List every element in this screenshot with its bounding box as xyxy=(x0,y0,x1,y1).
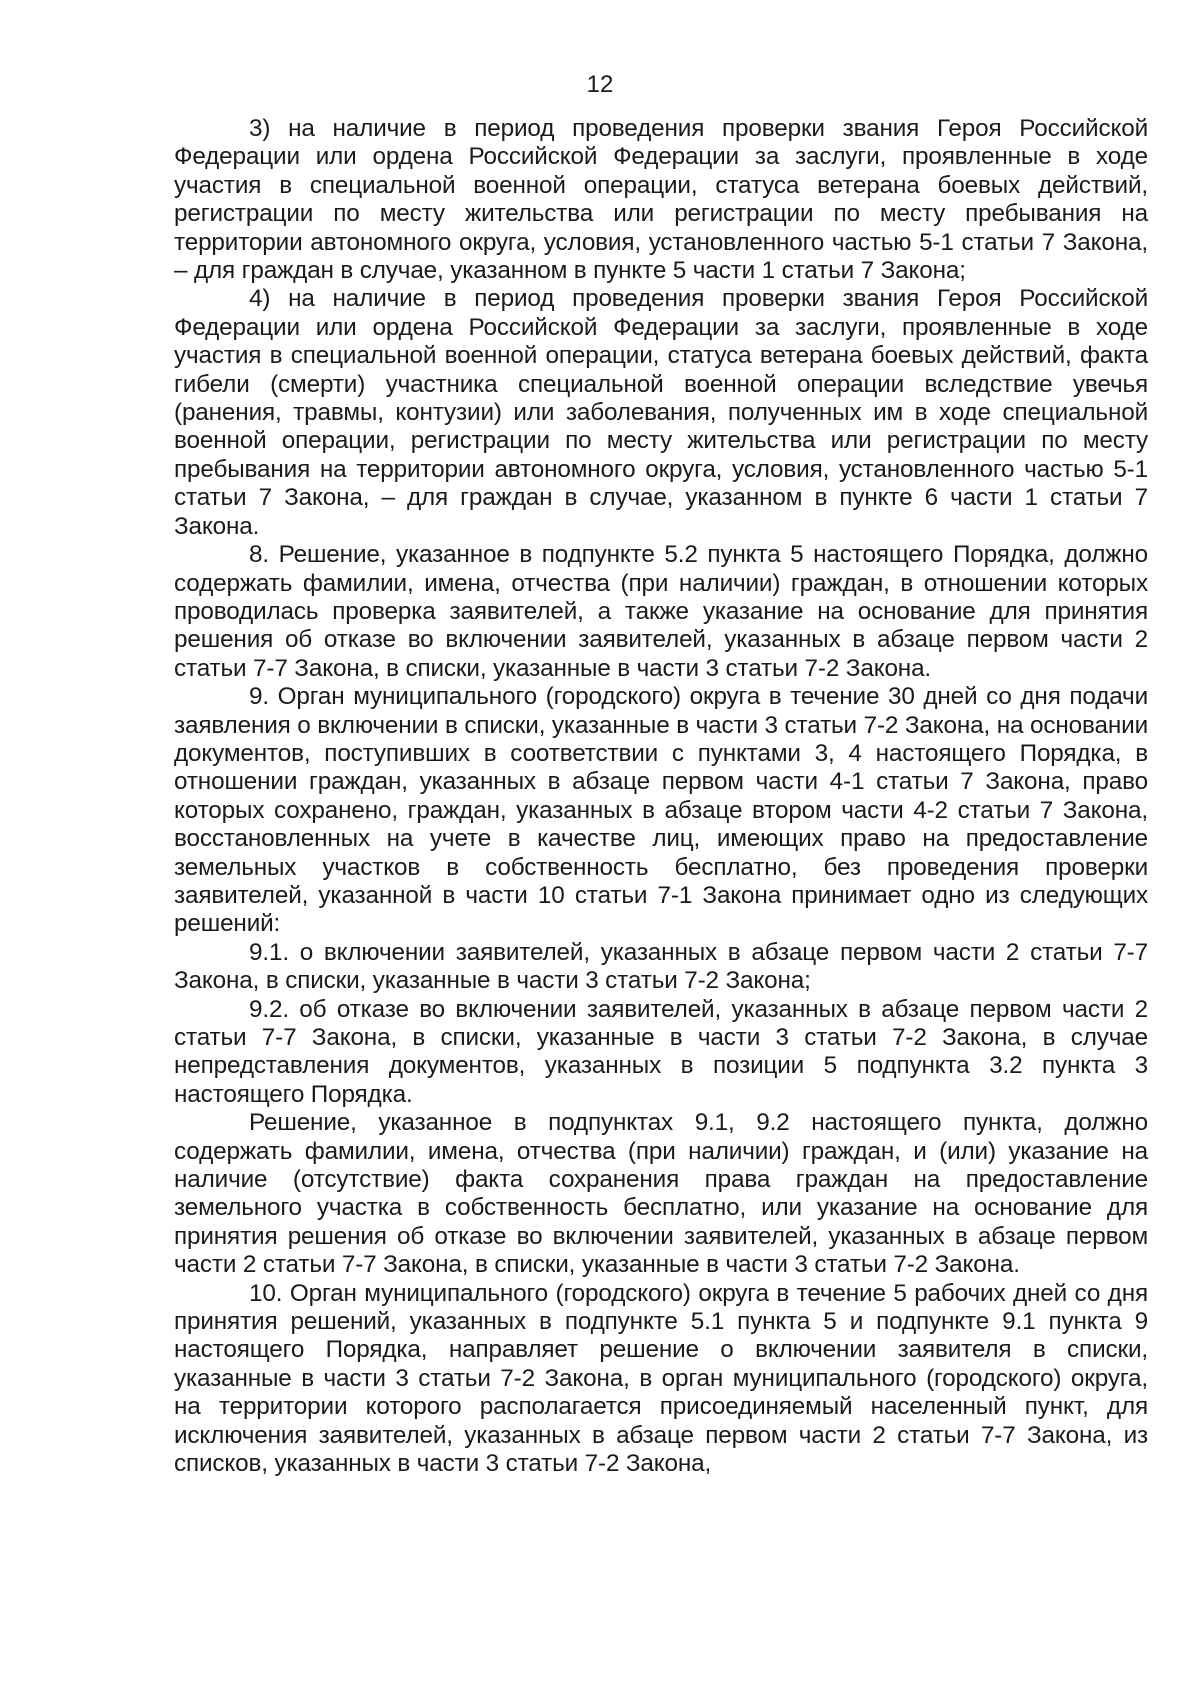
paragraph-decision: Решение, указанное в подпунктах 9.1, 9.2 настоящего пункта, должно содержать фамилии, имена, отчества (при наличии) граждан, и (или) указание на наличие (отсутствие) факта сохранения права граждан на предоставление земельного участка в собственность бесплатно, или указание на основание для принятия решения об отказе во включении заявителей, указанных в абзаце первом части 2 статьи 7-7 Закона, в списки, указанные в части 3 статьи 7-2 Закона. xyxy=(174,1109,1148,1279)
paragraph-10: 10. Орган муниципального (городского) округа в течение 5 рабочих дней со дня принятия решений, указанных в подпункте 5.1 пункта 5 и подпункте 9.1 пункта 9 настоящего Порядка, направляет решение о включении заявителя в списки, указанные в части 3 статьи 7-2 Закона, в орган муниципального (городского) округа, на территории которого располагается присоединяемый населенный пункт, для исключения заявителей, указанных в абзаце первом части 2 статьи 7-7 Закона, из списков, указанных в части 3 статьи 7-2 Закона, xyxy=(174,1279,1148,1478)
paragraph-8: 8. Решение, указанное в подпункте 5.2 пункта 5 настоящего Порядка, должно содержать фамилии, имена, отчества (при наличии) граждан, в отношении которых проводилась проверка заявителей, а также указание на основание для принятия решения об отказе во включении заявителей, указанных в абзаце первом части 2 статьи 7-7 Закона, в списки, указанные в части 3 статьи 7-2 Закона. xyxy=(174,541,1148,682)
paragraph-9: 9. Орган муниципального (городского) округа в течение 30 дней со дня подачи заявления о включении в списки, указанные в части 3 статьи 7-2 Закона, на основании документов, поступивших в соответствии с пунктами 3, 4 настоящего Порядка, в отношении граждан, указанных в абзаце первом части 4-1 статьи 7 Закона, право которых сохранено, граждан, указанных в абзаце втором части 4-2 статьи 7 Закона, восстановленных на учете в качестве лиц, имеющих право на предоставление земельных участков в собственность бесплатно, без проведения проверки заявителей, указанной в части 10 статьи 7-1 Закона принимает одно из следующих решений: xyxy=(174,683,1148,938)
paragraph-item-3: 3) на наличие в период проведения проверки звания Героя Российской Федерации или ордена Российской Федерации за заслуги, проявленные в ходе участия в специальной военной операции, статуса ветерана боевых действий, регистрации по месту жительства или регистрации по месту пребывания на территории автономного округа, условия, установленного частью 5-1 статьи 7 Закона, – для граждан в случае, указанном в пункте 5 части 1 статьи 7 Закона; xyxy=(174,115,1148,285)
page-number: 12 xyxy=(586,71,614,98)
paragraph-item-4: 4) на наличие в период проведения проверки звания Героя Российской Федерации или ордена Российской Федерации за заслуги, проявленные в ходе участия в специальной военной операции, статуса ветерана боевых действий, факта гибели (смерти) участника специальной военной операции вследствие увечья (ранения, травмы, контузии) или заболевания, полученных им в ходе специальной военной операции, регистрации по месту жительства или регистрации по месту пребывания на территории автономного округа, условия, установленного частью 5-1 статьи 7 Закона, – для граждан в случае, указанном в пункте 6 части 1 статьи 7 Закона. xyxy=(174,285,1148,540)
document-body xyxy=(174,115,1148,1479)
paragraph-9-1: 9.1. о включении заявителей, указанных в абзаце первом части 2 статьи 7-7 Закона, в списки, указанные в части 3 статьи 7-2 Закона; xyxy=(174,938,1148,995)
paragraph-9-2: 9.2. об отказе во включении заявителей, указанных в абзаце первом части 2 статьи 7-7 Закона, в списки, указанные в части 3 статьи 7-2 Закона, в случае непредставления документов, указанных в позиции 5 подпункта 3.2 пункта 3 настоящего Порядка. xyxy=(174,995,1148,1108)
